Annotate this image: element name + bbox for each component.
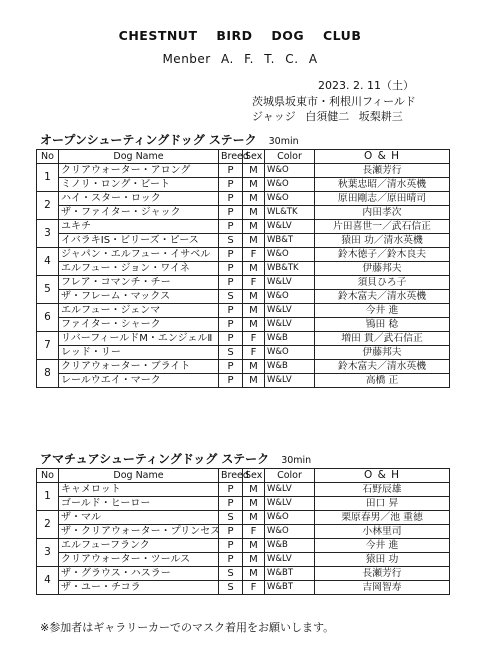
brace-number: 3 (37, 539, 59, 567)
table-row (37, 511, 450, 525)
table-row (37, 206, 450, 220)
brace-number: 2 (37, 511, 59, 539)
table-row (37, 192, 450, 206)
sex: M (243, 178, 265, 192)
dog-name: エルフューフランク (59, 539, 219, 553)
dog-name: ザ・ファイター・ジャック (59, 206, 219, 220)
brace-number: 6 (37, 304, 59, 332)
table-row (37, 220, 450, 234)
table-row (37, 248, 450, 262)
color: W&O (265, 525, 315, 539)
dog-name: ユキチ (59, 220, 219, 234)
owner-handler: 鈴木富夫／清水英機 (315, 290, 450, 304)
col-header-color: Color (265, 469, 315, 483)
dog-name: ファイター・シャーク (59, 318, 219, 332)
owner-handler: 長瀬芳行 (315, 567, 450, 581)
col-header-owner-handler: O & H (315, 469, 450, 483)
sex: M (243, 360, 265, 374)
table-row (37, 483, 450, 497)
breed: P (219, 332, 243, 346)
table-row (37, 234, 450, 248)
breed: P (219, 539, 243, 553)
table-row (37, 539, 450, 553)
color: WL&TK (265, 206, 315, 220)
owner-handler: 伊藤邦夫 (315, 346, 450, 360)
table-row (37, 276, 450, 290)
table-row (37, 164, 450, 178)
owner-handler: 猿田 功／清水英機 (315, 234, 450, 248)
color: W&LV (265, 483, 315, 497)
sex: M (243, 164, 265, 178)
brace-number: 3 (37, 220, 59, 248)
col-header-sex: Sex (243, 150, 265, 164)
color: W&LV (265, 553, 315, 567)
sex: M (243, 374, 265, 388)
mask-notice: ※参加者はギャラリーカーでのマスク着用をお願いします。 (40, 621, 335, 634)
color: W&O (265, 248, 315, 262)
open-stake-table (36, 149, 450, 388)
owner-handler: 原田剛志／原田晴司 (315, 192, 450, 206)
dog-name: ザ・ユー・チコラ (59, 581, 219, 595)
col-header-breed: Breed (219, 150, 243, 164)
col-header-breed: Breed (219, 469, 243, 483)
table-row (37, 525, 450, 539)
breed: S (219, 290, 243, 304)
color: W&B (265, 360, 315, 374)
dog-name: ゴールド・ヒーロー (59, 497, 219, 511)
dog-name: ジャパン・エルフュー・イサベル (59, 248, 219, 262)
color: W&BT (265, 567, 315, 581)
table-row (37, 497, 450, 511)
dog-name: エルフュー・ジェンマ (59, 304, 219, 318)
sex: M (243, 262, 265, 276)
color: W&O (265, 346, 315, 360)
owner-handler: 高橋 正 (315, 374, 450, 388)
header-row (37, 150, 450, 164)
breed: P (219, 192, 243, 206)
sex: F (243, 525, 265, 539)
col-header-sex: Sex (243, 469, 265, 483)
brace-number: 1 (37, 483, 59, 511)
owner-handler: 秋葉忠昭／清水英機 (315, 178, 450, 192)
breed: P (219, 553, 243, 567)
dog-name: エルフュー・ジョン・ワイネ (59, 262, 219, 276)
breed: P (219, 262, 243, 276)
owner-handler: 吉岡智寿 (315, 581, 450, 595)
col-header-no: No (37, 469, 59, 483)
table-row (37, 581, 450, 595)
dog-name: フレア・コマンチ・チー (59, 276, 219, 290)
table-row (37, 290, 450, 304)
table-row (37, 360, 450, 374)
dog-name: キャメロット (59, 483, 219, 497)
judges: ジャッジ 白須健二 坂梨耕三 (252, 110, 403, 123)
brace-number: 8 (37, 360, 59, 388)
brace-number: 2 (37, 192, 59, 220)
owner-handler: 栗原春男／池 重徳 (315, 511, 450, 525)
breed: P (219, 206, 243, 220)
table-row (37, 346, 450, 360)
col-header-no: No (37, 150, 59, 164)
owner-handler: 増田 貫／武石信正 (315, 332, 450, 346)
color: W&LV (265, 276, 315, 290)
color: W&O (265, 290, 315, 304)
brace-number: 1 (37, 164, 59, 192)
dog-name: クリアウォーター・ブライト (59, 360, 219, 374)
color: W&LV (265, 318, 315, 332)
sex: M (243, 290, 265, 304)
club-title: CHESTNUT BIRD DOG CLUB (118, 28, 362, 43)
table-row (37, 262, 450, 276)
col-header-dog-name: Dog Name (59, 469, 219, 483)
color: W&BT (265, 581, 315, 595)
owner-handler: 今井 進 (315, 539, 450, 553)
amateur-stake-name: アマチュアシューティングドッグ ステーク (40, 452, 270, 466)
sex: M (243, 511, 265, 525)
owner-handler: 石野辰雄 (315, 483, 450, 497)
color: W&O (265, 164, 315, 178)
breed: P (219, 276, 243, 290)
dog-name: クリアウォーター・アロング (59, 164, 219, 178)
dog-name: レールウエイ・マーク (59, 374, 219, 388)
owner-handler: 鴇田 稔 (315, 318, 450, 332)
dog-name: ハイ・スター・ロック (59, 192, 219, 206)
breed: P (219, 178, 243, 192)
sex: M (243, 192, 265, 206)
col-header-dog-name: Dog Name (59, 150, 219, 164)
breed: S (219, 581, 243, 595)
sex: M (243, 318, 265, 332)
owner-handler: 内田孝次 (315, 206, 450, 220)
table-row (37, 374, 450, 388)
breed: P (219, 164, 243, 178)
table-row (37, 553, 450, 567)
col-header-color: Color (265, 150, 315, 164)
dog-name: ザ・グラウス・ハスラー (59, 567, 219, 581)
header-row (37, 469, 450, 483)
breed: S (219, 511, 243, 525)
sex: F (243, 248, 265, 262)
dog-name: イバラキIS・ビリーズ・ピース (59, 234, 219, 248)
owner-handler: 長瀬芳行 (315, 164, 450, 178)
breed: P (219, 318, 243, 332)
open-stake-title (40, 131, 299, 148)
color: W&B (265, 539, 315, 553)
owner-handler: 小林里司 (315, 525, 450, 539)
table-row (37, 318, 450, 332)
owner-handler: 鈴木徳子／鈴木良夫 (315, 248, 450, 262)
owner-handler: 須貝ひろ子 (315, 276, 450, 290)
sex: F (243, 346, 265, 360)
dog-name: クリアウォーター・ツールス (59, 553, 219, 567)
color: W&B (265, 332, 315, 346)
breed: P (219, 220, 243, 234)
breed: P (219, 304, 243, 318)
event-date: 2023. 2. 11（土） (318, 79, 414, 92)
owner-handler: 伊藤邦夫 (315, 262, 450, 276)
breed: S (219, 234, 243, 248)
sex: M (243, 220, 265, 234)
amateur-stake-title (40, 450, 311, 467)
sex: M (243, 234, 265, 248)
table-row (37, 567, 450, 581)
color: W&LV (265, 220, 315, 234)
breed: P (219, 525, 243, 539)
owner-handler: 鈴木富夫／清水英機 (315, 360, 450, 374)
color: WB&T (265, 234, 315, 248)
breed: P (219, 374, 243, 388)
col-header-owner-handler: O & H (315, 150, 450, 164)
color: W&LV (265, 497, 315, 511)
color: W&O (265, 178, 315, 192)
owner-handler: 今井 進 (315, 304, 450, 318)
dog-name: レッド・リー (59, 346, 219, 360)
dog-name: リバーフィールドM・エンジェルⅡ (59, 332, 219, 346)
table-row (37, 332, 450, 346)
breed: P (219, 248, 243, 262)
sex: F (243, 581, 265, 595)
breed: S (219, 346, 243, 360)
sex: F (243, 276, 265, 290)
breed: P (219, 360, 243, 374)
brace-number: 7 (37, 332, 59, 360)
amateur-stake-table (36, 468, 450, 595)
table-row (37, 178, 450, 192)
owner-handler: 猿田 功 (315, 553, 450, 567)
open-stake-duration: 30min (268, 136, 299, 147)
brace-number: 5 (37, 276, 59, 304)
color: W&LV (265, 374, 315, 388)
dog-name: ザ・クリアウォーター・プリンセス (59, 525, 219, 539)
sex: M (243, 553, 265, 567)
sex: F (243, 332, 265, 346)
owner-handler: 片田喜世一／武石信正 (315, 220, 450, 234)
owner-handler: 田口 昇 (315, 497, 450, 511)
membership-subtitle: Menber A. F. T. C. A (162, 52, 318, 66)
dog-name: ザ・フレーム・マックス (59, 290, 219, 304)
sex: M (243, 539, 265, 553)
sex: M (243, 567, 265, 581)
event-venue: 茨城県坂東市・利根川フィールド (252, 95, 416, 108)
color: W&O (265, 511, 315, 525)
brace-number: 4 (37, 567, 59, 595)
dog-name: ザ・マル (59, 511, 219, 525)
brace-number: 4 (37, 248, 59, 276)
amateur-stake-duration: 30min (281, 455, 312, 466)
sex: M (243, 483, 265, 497)
open-stake-name: オープンシューティングドッグ ステーク (40, 133, 257, 147)
sex: M (243, 206, 265, 220)
breed: S (219, 567, 243, 581)
sex: M (243, 497, 265, 511)
color: W&LV (265, 304, 315, 318)
color: WB&TK (265, 262, 315, 276)
breed: P (219, 497, 243, 511)
sex: M (243, 304, 265, 318)
table-row (37, 304, 450, 318)
dog-name: ミノリ・ロング・ビート (59, 178, 219, 192)
breed: P (219, 483, 243, 497)
color: W&O (265, 192, 315, 206)
